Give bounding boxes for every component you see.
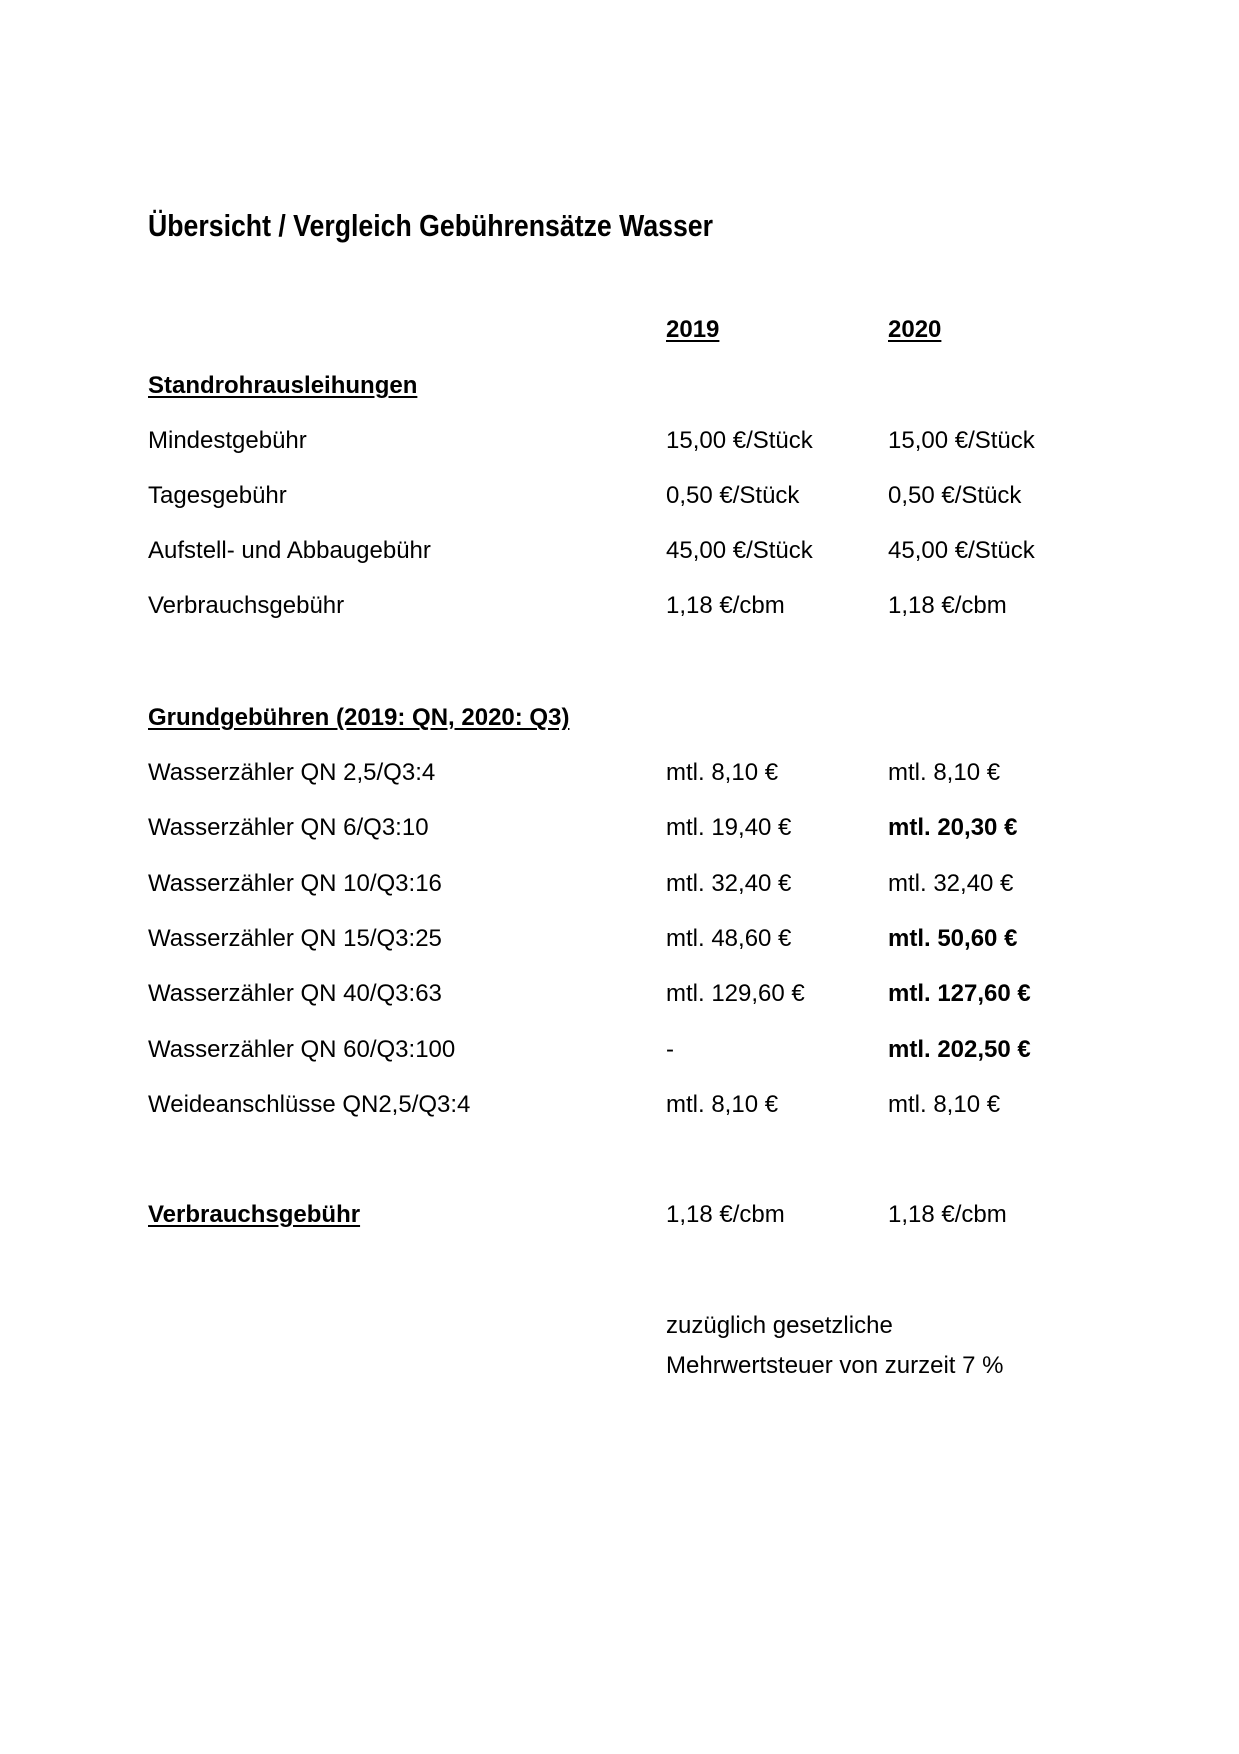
fee-label: Verbrauchsgebühr [148,592,345,619]
fee-row [0,591,1239,621]
page-title: Übersicht / Vergleich Gebührensätze Wasser [148,208,714,243]
fee-row [0,869,1239,899]
section-heading-standrohr [0,371,1239,401]
value-2020: 1,18 €/cbm [888,592,1007,619]
value-2020: 15,00 €/Stück [888,427,1035,454]
fee-row [0,813,1239,843]
fee-row [0,1090,1239,1120]
value-2020: mtl. 8,10 € [888,759,1001,786]
value-2020: mtl. 8,10 € [888,1090,1001,1118]
note-line [0,1351,1239,1381]
year-2020: 2020 [888,316,942,343]
value-2020: mtl. 32,40 € [888,869,1014,897]
fee-label: Tagesgebühr [148,482,287,509]
fee-row [0,979,1239,1009]
fee-row [0,758,1239,788]
verbrauch-row [0,1200,1239,1230]
value-2019: mtl. 8,10 € [666,1090,779,1118]
fee-label: Wasserzähler QN 2,5/Q3:4 [148,759,436,786]
section-heading-text: Verbrauchsgebühr [148,1201,361,1228]
year-header [0,315,1239,345]
fee-label: Wasserzähler QN 60/Q3:100 [148,1035,456,1063]
value-2019: mtl. 19,40 € [666,814,792,842]
fee-label: Wasserzähler QN 15/Q3:25 [148,924,442,952]
value-2020: mtl. 50,60 € [888,924,1018,952]
value-2020: mtl. 127,60 € [888,980,1031,1008]
fee-label: Wasserzähler QN 40/Q3:63 [148,980,442,1008]
note-text: Mehrwertsteuer von zurzeit 7 % [666,1352,1004,1379]
section-heading-grund [0,703,1239,733]
year-2019: 2019 [666,316,720,343]
fee-label: Aufstell- und Abbaugebühr [148,537,431,564]
fee-label: Weideanschlüsse QN2,5/Q3:4 [148,1090,471,1118]
value-2020: 45,00 €/Stück [888,537,1035,564]
value-2020: 1,18 €/cbm [888,1201,1007,1228]
value-2020: mtl. 20,30 € [888,814,1018,842]
fee-label: Mindestgebühr [148,427,307,454]
value-2019: mtl. 48,60 € [666,924,792,952]
section-heading-text: Grundgebühren (2019: QN, 2020: Q3) [148,704,570,731]
value-2019: 0,50 €/Stück [666,482,800,509]
value-2019: 1,18 €/cbm [666,592,785,619]
value-2019: 15,00 €/Stück [666,427,813,454]
value-2019: 45,00 €/Stück [666,537,813,564]
value-2019: mtl. 8,10 € [666,759,779,786]
fee-label: Wasserzähler QN 10/Q3:16 [148,869,442,897]
note-text: zuzüglich gesetzliche [666,1312,893,1339]
note-line [0,1311,1239,1341]
fee-row [0,1035,1239,1065]
fee-row [0,481,1239,511]
value-2020: mtl. 202,50 € [888,1035,1031,1063]
fee-row [0,536,1239,566]
value-2019: 1,18 €/cbm [666,1201,785,1228]
value-2020: 0,50 €/Stück [888,482,1022,509]
section-heading-text: Standrohrausleihungen [148,372,418,399]
fee-row [0,426,1239,456]
value-2019: mtl. 129,60 € [666,980,805,1008]
value-2019: - [666,1035,674,1063]
value-2019: mtl. 32,40 € [666,869,792,897]
fee-row [0,924,1239,954]
fee-label: Wasserzähler QN 6/Q3:10 [148,814,429,842]
